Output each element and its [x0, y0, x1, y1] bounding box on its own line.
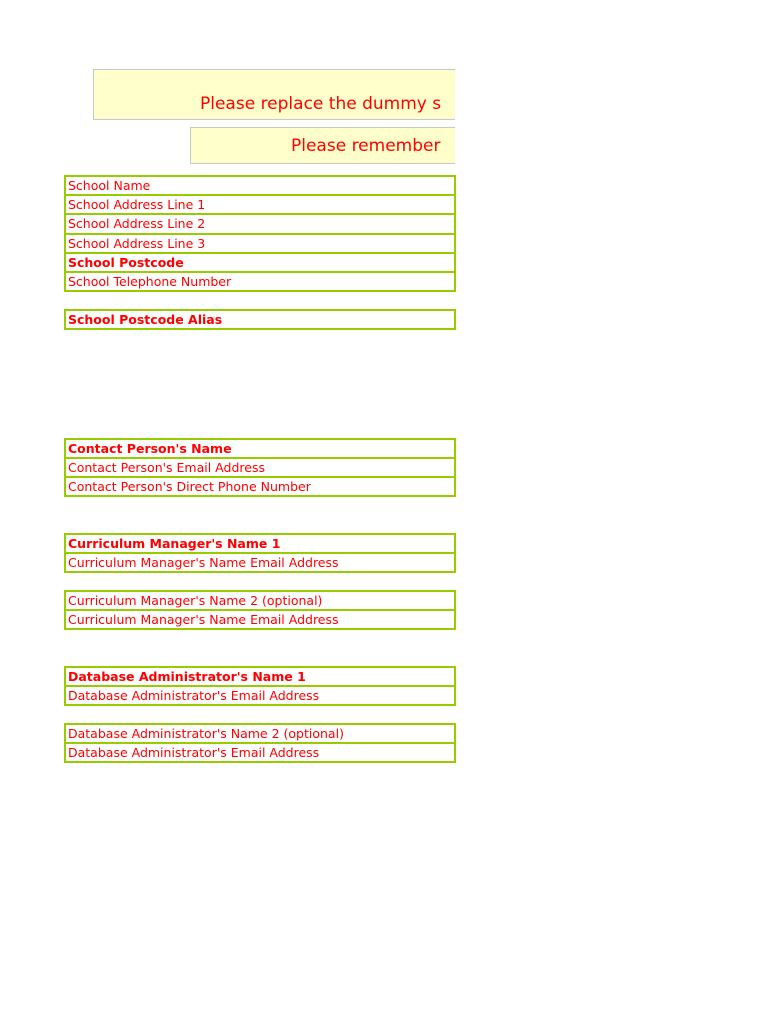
- postcode-alias-group: [64, 309, 456, 330]
- school-details-group: [64, 175, 456, 292]
- db-admin-2-group: [64, 723, 456, 763]
- school-postcode-alias-cell[interactable]: School Postcode Alias: [68, 312, 223, 327]
- db-admin-1-group: [64, 666, 456, 706]
- contact-name-cell[interactable]: Contact Person's Name: [66, 440, 454, 459]
- remember-notice-text: Please remember: [291, 136, 441, 156]
- contact-person-group: [64, 438, 456, 497]
- school-address-line-1-cell[interactable]: School Address Line 1: [66, 196, 454, 215]
- db-admin-2-email-cell[interactable]: Database Administrator's Email Address: [68, 745, 320, 761]
- curriculum-manager-2-email-cell[interactable]: Curriculum Manager's Name Email Address: [68, 612, 339, 628]
- db-admin-1-name-cell[interactable]: Database Administrator's Name 1: [66, 668, 454, 687]
- school-postcode-cell[interactable]: School Postcode: [66, 254, 454, 273]
- replace-dummy-notice-banner: [93, 69, 455, 120]
- db-admin-2-name-cell[interactable]: Database Administrator's Name 2 (optional): [66, 725, 454, 744]
- school-address-line-2-cell[interactable]: School Address Line 2: [66, 215, 454, 234]
- school-address-line-3-cell[interactable]: School Address Line 3: [66, 235, 454, 254]
- curriculum-manager-1-email-cell[interactable]: Curriculum Manager's Name Email Address: [68, 555, 339, 571]
- curriculum-manager-1-group: [64, 533, 456, 573]
- curriculum-manager-1-name-cell[interactable]: Curriculum Manager's Name 1: [66, 535, 454, 554]
- school-name-cell[interactable]: School Name: [66, 177, 454, 196]
- curriculum-manager-2-group: [64, 590, 456, 630]
- curriculum-manager-2-name-cell[interactable]: Curriculum Manager's Name 2 (optional): [66, 592, 454, 611]
- school-telephone-cell[interactable]: School Telephone Number: [68, 273, 232, 289]
- replace-dummy-notice-text: Please replace the dummy s: [200, 94, 442, 114]
- db-admin-1-email-cell[interactable]: Database Administrator's Email Address: [68, 688, 320, 704]
- contact-phone-cell[interactable]: Contact Person's Direct Phone Number: [68, 479, 311, 495]
- contact-email-cell[interactable]: Contact Person's Email Address: [66, 459, 454, 478]
- remember-notice-banner: [190, 127, 455, 164]
